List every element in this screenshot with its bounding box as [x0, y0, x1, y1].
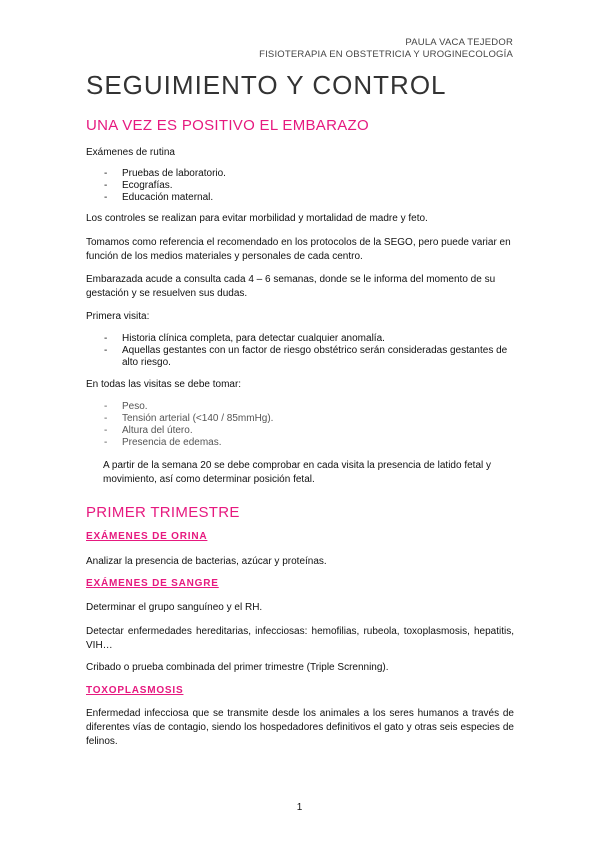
list-item: - Aquellas gestantes con un factor de riesgo obstétrico serán consideradas gestantes de alto riesgo.: [86, 345, 514, 369]
page-header: [259, 37, 513, 61]
list-item: - Educación maternal.: [86, 192, 514, 204]
list-item: - Tensión arterial (<140 / 85mmHg).: [86, 413, 514, 425]
subheading-toxoplasmosis: TOXOPLASMOSIS: [86, 685, 184, 696]
page-title: SEGUIMIENTO Y CONTROL: [86, 70, 447, 100]
paragraph-sangre-2: Detectar enfermedades hereditarias, infecciosas: hemofilias, rubeola, toxoplasmosis, hepatitis, VIH…: [86, 626, 514, 651]
page-number: 1: [296, 802, 303, 813]
all-visits-list: [86, 401, 514, 449]
list-item: - Peso.: [86, 401, 514, 413]
first-visit-list: [86, 333, 514, 369]
section-heading-embarazo: UNA VEZ ES POSITIVO EL EMBARAZO: [86, 117, 369, 134]
paragraph-week20: A partir de la semana 20 se debe comprobar en cada visita la presencia de latido fetal y movimiento, así como determinar posición fetal.: [103, 460, 492, 485]
first-visit-label: Primera visita:: [86, 311, 150, 322]
all-visits-label: En todas las visitas se debe tomar:: [86, 379, 242, 390]
subheading-orina: EXÁMENES DE ORINA: [86, 531, 208, 542]
list-item: - Historia clínica completa, para detectar cualquier anomalía.: [86, 333, 514, 345]
paragraph-toxoplasmosis: Enfermedad infecciosa que se transmite desde los animales a los seres humanos a través de diferentes vías de contagio, siendo los hospedadores definitivos el gato y otras seis especies de felinos.: [86, 708, 514, 747]
list-item: - Presencia de edemas.: [86, 437, 514, 449]
paragraph-orina: Analizar la presencia de bacterias, azúcar y proteínas.: [86, 556, 327, 567]
list-item: - Ecografías.: [86, 180, 514, 192]
header-author: PAULA VACA TEJEDOR: [405, 37, 513, 48]
exams-list: [86, 168, 514, 204]
header-subject: FISIOTERAPIA EN OBSTETRICIA Y UROGINECOLOGÍA: [259, 49, 513, 60]
paragraph-sangre-1: Determinar el grupo sanguíneo y el RH.: [86, 602, 263, 613]
paragraph-sangre-3: Cribado o prueba combinada del primer trimestre (Triple Screnning).: [86, 662, 389, 673]
list-item: - Pruebas de laboratorio.: [86, 168, 514, 180]
exams-label: Exámenes de rutina: [86, 147, 175, 158]
paragraph-consulta: Embarazada acude a consulta cada 4 – 6 semanas, donde se le informa del momento de su gestación y se resuelven sus dudas.: [86, 274, 496, 299]
section-heading-primer-trimestre: PRIMER TRIMESTRE: [86, 504, 240, 521]
paragraph-reference: Tomamos como referencia el recomendado en los protocolos de la SEGO, pero puede variar en función de los medios materiales y personales de cada centro.: [86, 237, 511, 262]
list-item: - Altura del útero.: [86, 425, 514, 437]
paragraph-controls: Los controles se realizan para evitar morbilidad y mortalidad de madre y feto.: [86, 213, 428, 224]
subheading-sangre: EXÁMENES DE SANGRE: [86, 578, 219, 589]
